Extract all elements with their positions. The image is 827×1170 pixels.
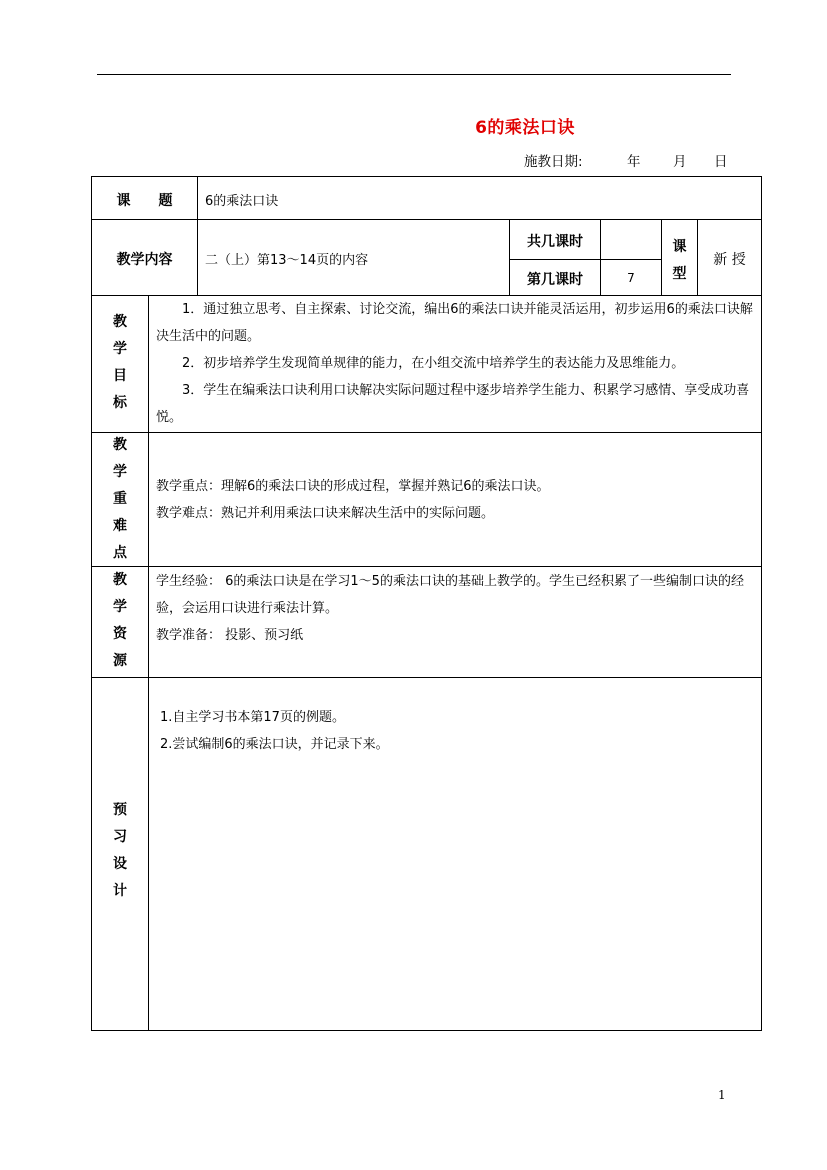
nth-hour-value: 7 <box>627 271 635 285</box>
resource-item: 学生经验： 6的乘法口诀是在学习1～5的乘法口诀的基础上教学的。学生已经积累了一些编制口诀的经验，会运用口诀进行乘法计算。 <box>156 574 744 616</box>
date-month: 月 <box>673 154 687 170</box>
page-number: 1 <box>718 1088 726 1102</box>
total-hours-label: 共几课时 <box>527 234 583 250</box>
key-points-text <box>156 473 756 527</box>
content-value: 二（上）第13～14页的内容 <box>205 253 369 268</box>
key-point-item: 教学难点：熟记并利用乘法口诀来解决生活中的实际问题。 <box>156 506 495 521</box>
document-title: 6的乘法口诀 <box>475 118 575 138</box>
key-point-item: 教学重点：理解6的乘法口诀的形成过程，掌握并熟记6的乘法口诀。 <box>156 479 550 494</box>
nth-hour-label: 第几课时 <box>527 272 583 288</box>
header-rule <box>97 74 731 75</box>
goals-text <box>156 296 756 431</box>
preview-item: 2.尝试编制6的乘法口诀，并记录下来。 <box>160 737 389 752</box>
resource-item: 教学准备： 投影、预习纸 <box>156 628 304 643</box>
topic-value: 6的乘法口诀 <box>205 194 279 209</box>
date-day: 日 <box>714 154 728 170</box>
goal-item: 2．初步培养学生发现简单规律的能力，在小组交流中培养学生的表达能力及思维能力。 <box>182 356 685 371</box>
preview-text <box>160 704 750 758</box>
type-label-1: 课 <box>672 239 687 255</box>
preview-item: 1.自主学习书本第17页的例题。 <box>160 710 345 725</box>
resources-label: 教 学 资 源 <box>113 572 127 669</box>
type-label-2: 型 <box>672 266 687 282</box>
type-value: 新 授 <box>713 252 746 268</box>
content-label: 教学内容 <box>116 252 173 268</box>
date-label: 施教日期: <box>524 154 583 170</box>
topic-label: 课 题 <box>116 193 173 209</box>
preview-label: 预 习 设 计 <box>113 802 127 899</box>
goals-label: 教 学 目 标 <box>113 314 127 411</box>
goal-item: 1．通过独立思考、自主探索、讨论交流，编出6的乘法口诀并能灵活运用，初步运用6的乘法口诀解决生活中的问题。 <box>156 302 753 344</box>
goal-item: 3．学生在编乘法口诀利用口诀解决实际问题过程中逐步培养学生能力、积累学习感情、享受成功喜悦。 <box>156 383 750 425</box>
date-year: 年 <box>627 154 641 170</box>
resources-text <box>156 568 756 649</box>
key-points-label: 教 学 重 难 点 <box>113 437 127 561</box>
